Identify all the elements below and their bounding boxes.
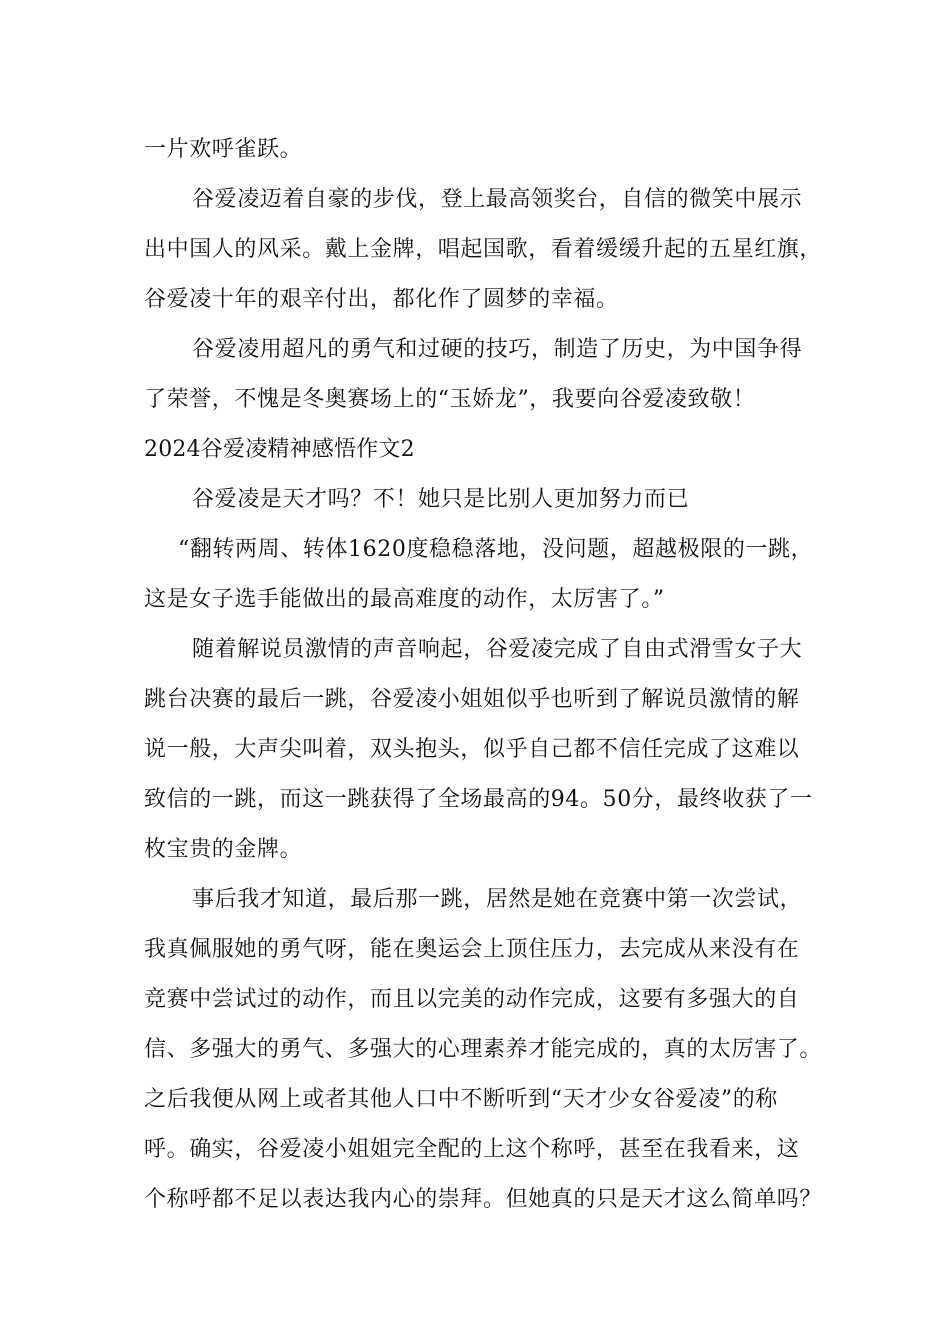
section-heading: 2024谷爱凌精神感悟作文2 bbox=[144, 437, 415, 462]
text-line: 谷爱凌十年的艰辛付出，都化作了圆梦的幸福。 bbox=[144, 287, 619, 312]
text-line: 出中国人的风采。戴上金牌，唱起国歌，看着缓缓升起的五星红旗， bbox=[144, 237, 823, 262]
paragraph-first-line: 随着解说员激情的声音响起，谷爱凌完成了自由式滑雪女子大 bbox=[192, 637, 803, 662]
quote-line: “翻转两周、转体1620度稳稳落地，没问题，超越极限的一跳， bbox=[178, 537, 814, 562]
text-line: 之后我便从网上或者其他人口中不断听到“天才少女谷爱凌”的称 bbox=[144, 1087, 778, 1112]
text-line: 说一般，大声尖叫着，双头抱头，似乎自己都不信任完成了这难以 bbox=[144, 737, 800, 762]
text-line: 枚宝贵的金牌。 bbox=[144, 837, 303, 862]
text-line: 信、多强大的勇气、多强大的心理素养才能完成的，真的太厉害了。 bbox=[144, 1037, 823, 1062]
text-line: 跳台决赛的最后一跳，谷爱凌小姐姐似乎也听到了解说员激情的解 bbox=[144, 687, 800, 712]
text-line: 竞赛中尝试过的动作，而且以完美的动作完成，这要有多强大的自 bbox=[144, 987, 800, 1012]
text-line: 呼。确实，谷爱凌小姐姐完全配的上这个称呼，甚至在我看来，这 bbox=[144, 1137, 800, 1162]
paragraph-first-line: 谷爱凌用超凡的勇气和过硬的技巧，制造了历史，为中国争得 bbox=[192, 337, 803, 362]
text-line: 一片欢呼雀跃。 bbox=[144, 137, 303, 162]
subheading: 谷爱凌是天才吗？不！她只是比别人更加努力而已 bbox=[192, 487, 690, 512]
text-line: 这是女子选手能做出的最高难度的动作，太厉害了。” bbox=[144, 587, 665, 612]
text-line: 个称呼都不足以表达我内心的崇拜。但她真的只是天才这么简单吗？ bbox=[144, 1187, 823, 1212]
paragraph-first-line: 谷爱凌迈着自豪的步伐，登上最高领奖台，自信的微笑中展示 bbox=[192, 187, 803, 212]
text-line: 致信的一跳，而这一跳获得了全场最高的94。50分，最终收获了一 bbox=[144, 787, 813, 812]
text-line: 了荣誉，不愧是冬奥赛场上的“玉娇龙”，我要向谷爱凌致敬！ bbox=[144, 387, 756, 412]
text-line: 我真佩服她的勇气呀，能在奥运会上顶住压力，去完成从来没有在 bbox=[144, 937, 800, 962]
paragraph-first-line: 事后我才知道，最后那一跳，居然是她在竞赛中第一次尝试， bbox=[192, 887, 803, 912]
